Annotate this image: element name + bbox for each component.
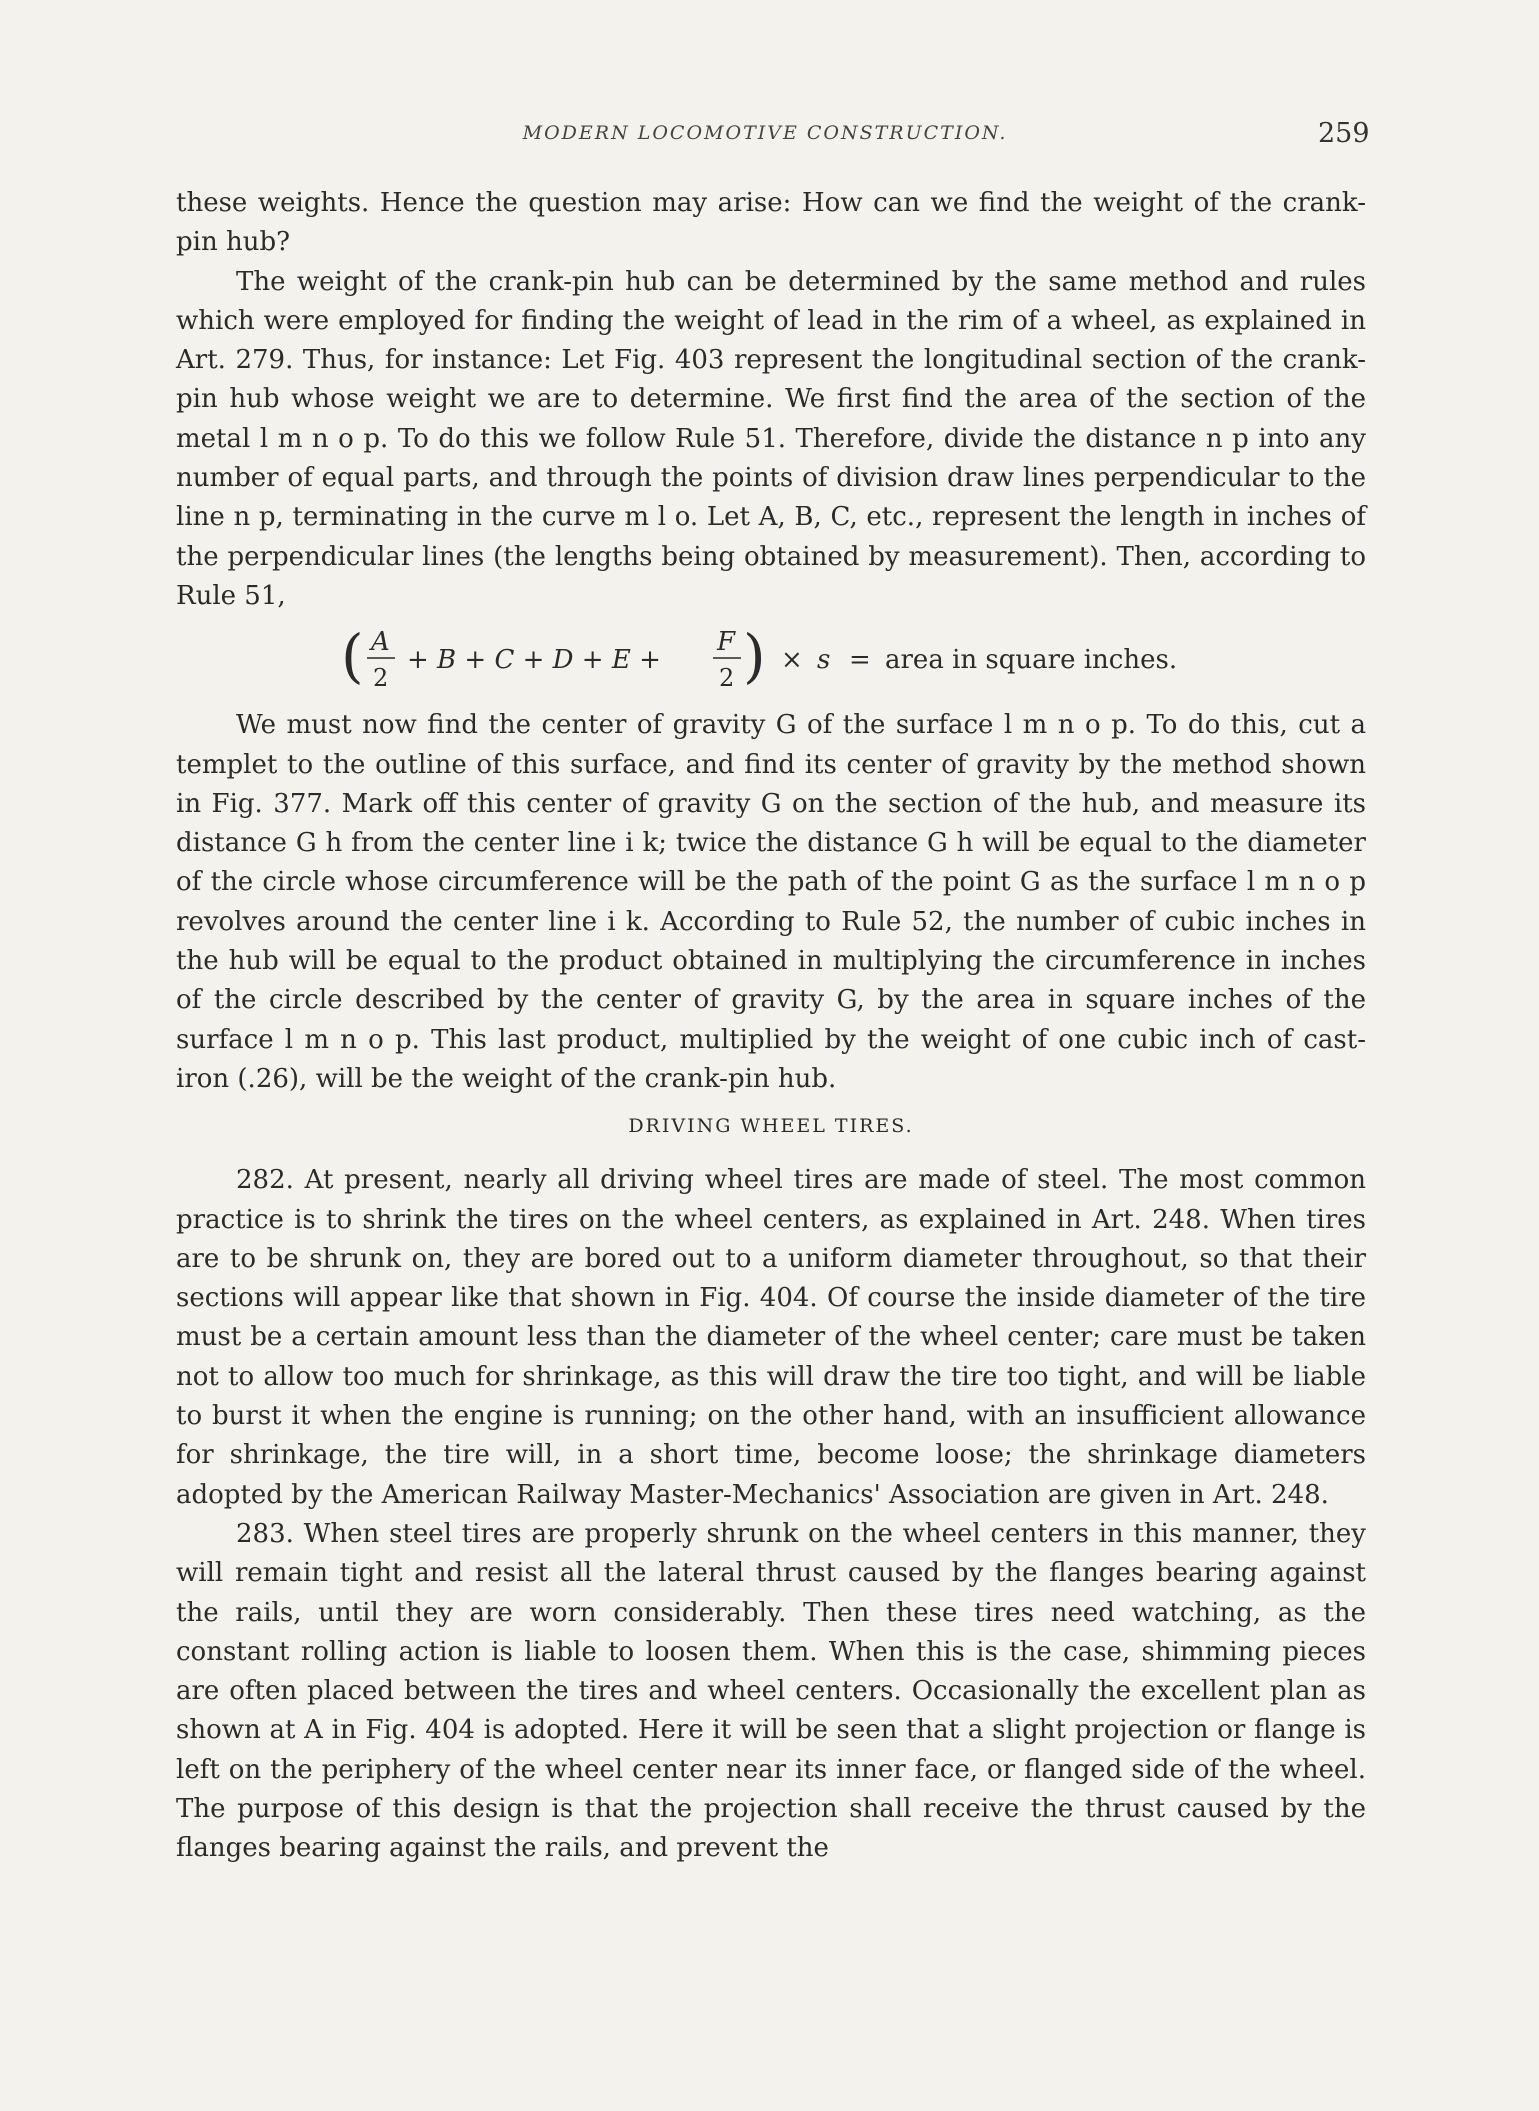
area-formula: [176, 626, 1366, 692]
body-text: [176, 184, 1366, 1869]
paragraph-center-of-gravity: We must now find the center of gravity G of the surface l m n o p. To do this, cut a templet to the outline of this surface, and find its center of gravity by the method shown in Fig. 377. Mark off this center of gravity G on the section of the hub, and measure its distance G h from the center line i k; twice the distance G h will be equal to the diameter of the circle whose circumference will be the path of the point G as the surface l m n o p revolves around the center line i k. According to Rule 52, the number of cubic inches in the hub will be equal to the product obtained in multiplying the circumference in inches of the circle described by the center of gravity G, by the area in square inches of the surface l m n o p. This last product, multiplied by the weight of one cubic inch of cast-iron (.26), will be the weight of the crank-pin hub.: [176, 710, 1366, 1094]
formula-result: area in square inches.: [885, 645, 1178, 676]
paragraph-crank-pin-weight: The weight of the crank-pin hub can be determined by the same method and rules which were employed for finding the weight of lead in the rim of a wheel, as explained in Art. 279. Thus, for instance: Let Fig. 403 represent the longitudinal section of the crank-pin hub whose weight we are to determine. We first find the area of the section of the metal l m n o p. To do this we follow Rule 51. Therefore, divide the distance n p into any number of equal parts, and through the points of division draw lines perpendicular to the line n p, terminating in the curve m l o. Let A, B, C, etc., represent the length in inches of the perpendicular lines (the lengths being obtained by measurement). Then, according to Rule 51,: [176, 266, 1366, 611]
fraction-f-denominator: 2: [719, 664, 735, 693]
section-heading: DRIVING WHEEL TIRES.: [628, 1115, 914, 1138]
running-header: MODERN LOCOMOTIVE CONSTRUCTION.: [522, 122, 1008, 144]
times-sign: ×: [781, 645, 803, 676]
fraction-a-denominator: 2: [373, 664, 389, 693]
page-number: 259: [1318, 118, 1370, 149]
paragraph-282: 282. At present, nearly all driving wheel tires are made of steel. The most common practice is to shrink the tires on the wheel centers, as explained in Art. 248. When tires are to be shrunk on, they are bored out to a uniform diameter throughout, so that their sections will appear like that shown in Fig. 404. Of course the inside diameter of the tire must be a certain amount less than the diameter of the wheel center; care must be taken not to allow too much for shrinkage, as this will draw the tire too tight, and will be liable to burst it when the engine is running; on the other hand, with an insufficient allowance for shrinkage, the tire will, in a short time, become loose; the shrinkage diameters adopted by the American Railway Master-Mechanics' Association are given in Art. 248.: [176, 1165, 1366, 1510]
fraction-f-numerator: F: [717, 627, 736, 658]
paragraph-continuation: these weights. Hence the question may arise: How can we find the weight of the crank-pin hub?: [176, 188, 1366, 258]
formula-graphic: [341, 626, 1201, 692]
fraction-a-numerator: A: [371, 627, 390, 658]
equals-sign: =: [849, 645, 871, 676]
right-paren: ): [743, 626, 766, 691]
left-paren: (: [341, 626, 364, 691]
formula-middle-terms: + B + C + D + E +: [407, 645, 661, 676]
paragraph-283: 283. When steel tires are properly shrunk on the wheel centers in this manner, they will remain tight and resist all the lateral thrust caused by the flanges bearing against the rails, until they are worn considerably. Then these tires need watching, as the constant rolling action is liable to loosen them. When this is the case, shimming pieces are often placed between the tires and wheel centers. Occasionally the excellent plan as shown at A in Fig. 404 is adopted. Here it will be seen that a slight projection or flange is left on the periphery of the wheel center near its inner face, or flanged side of the wheel. The purpose of this design is that the projection shall receive the thrust caused by the flanges bearing against the rails, and prevent the: [176, 1518, 1366, 1864]
variable-s: s: [817, 645, 831, 676]
